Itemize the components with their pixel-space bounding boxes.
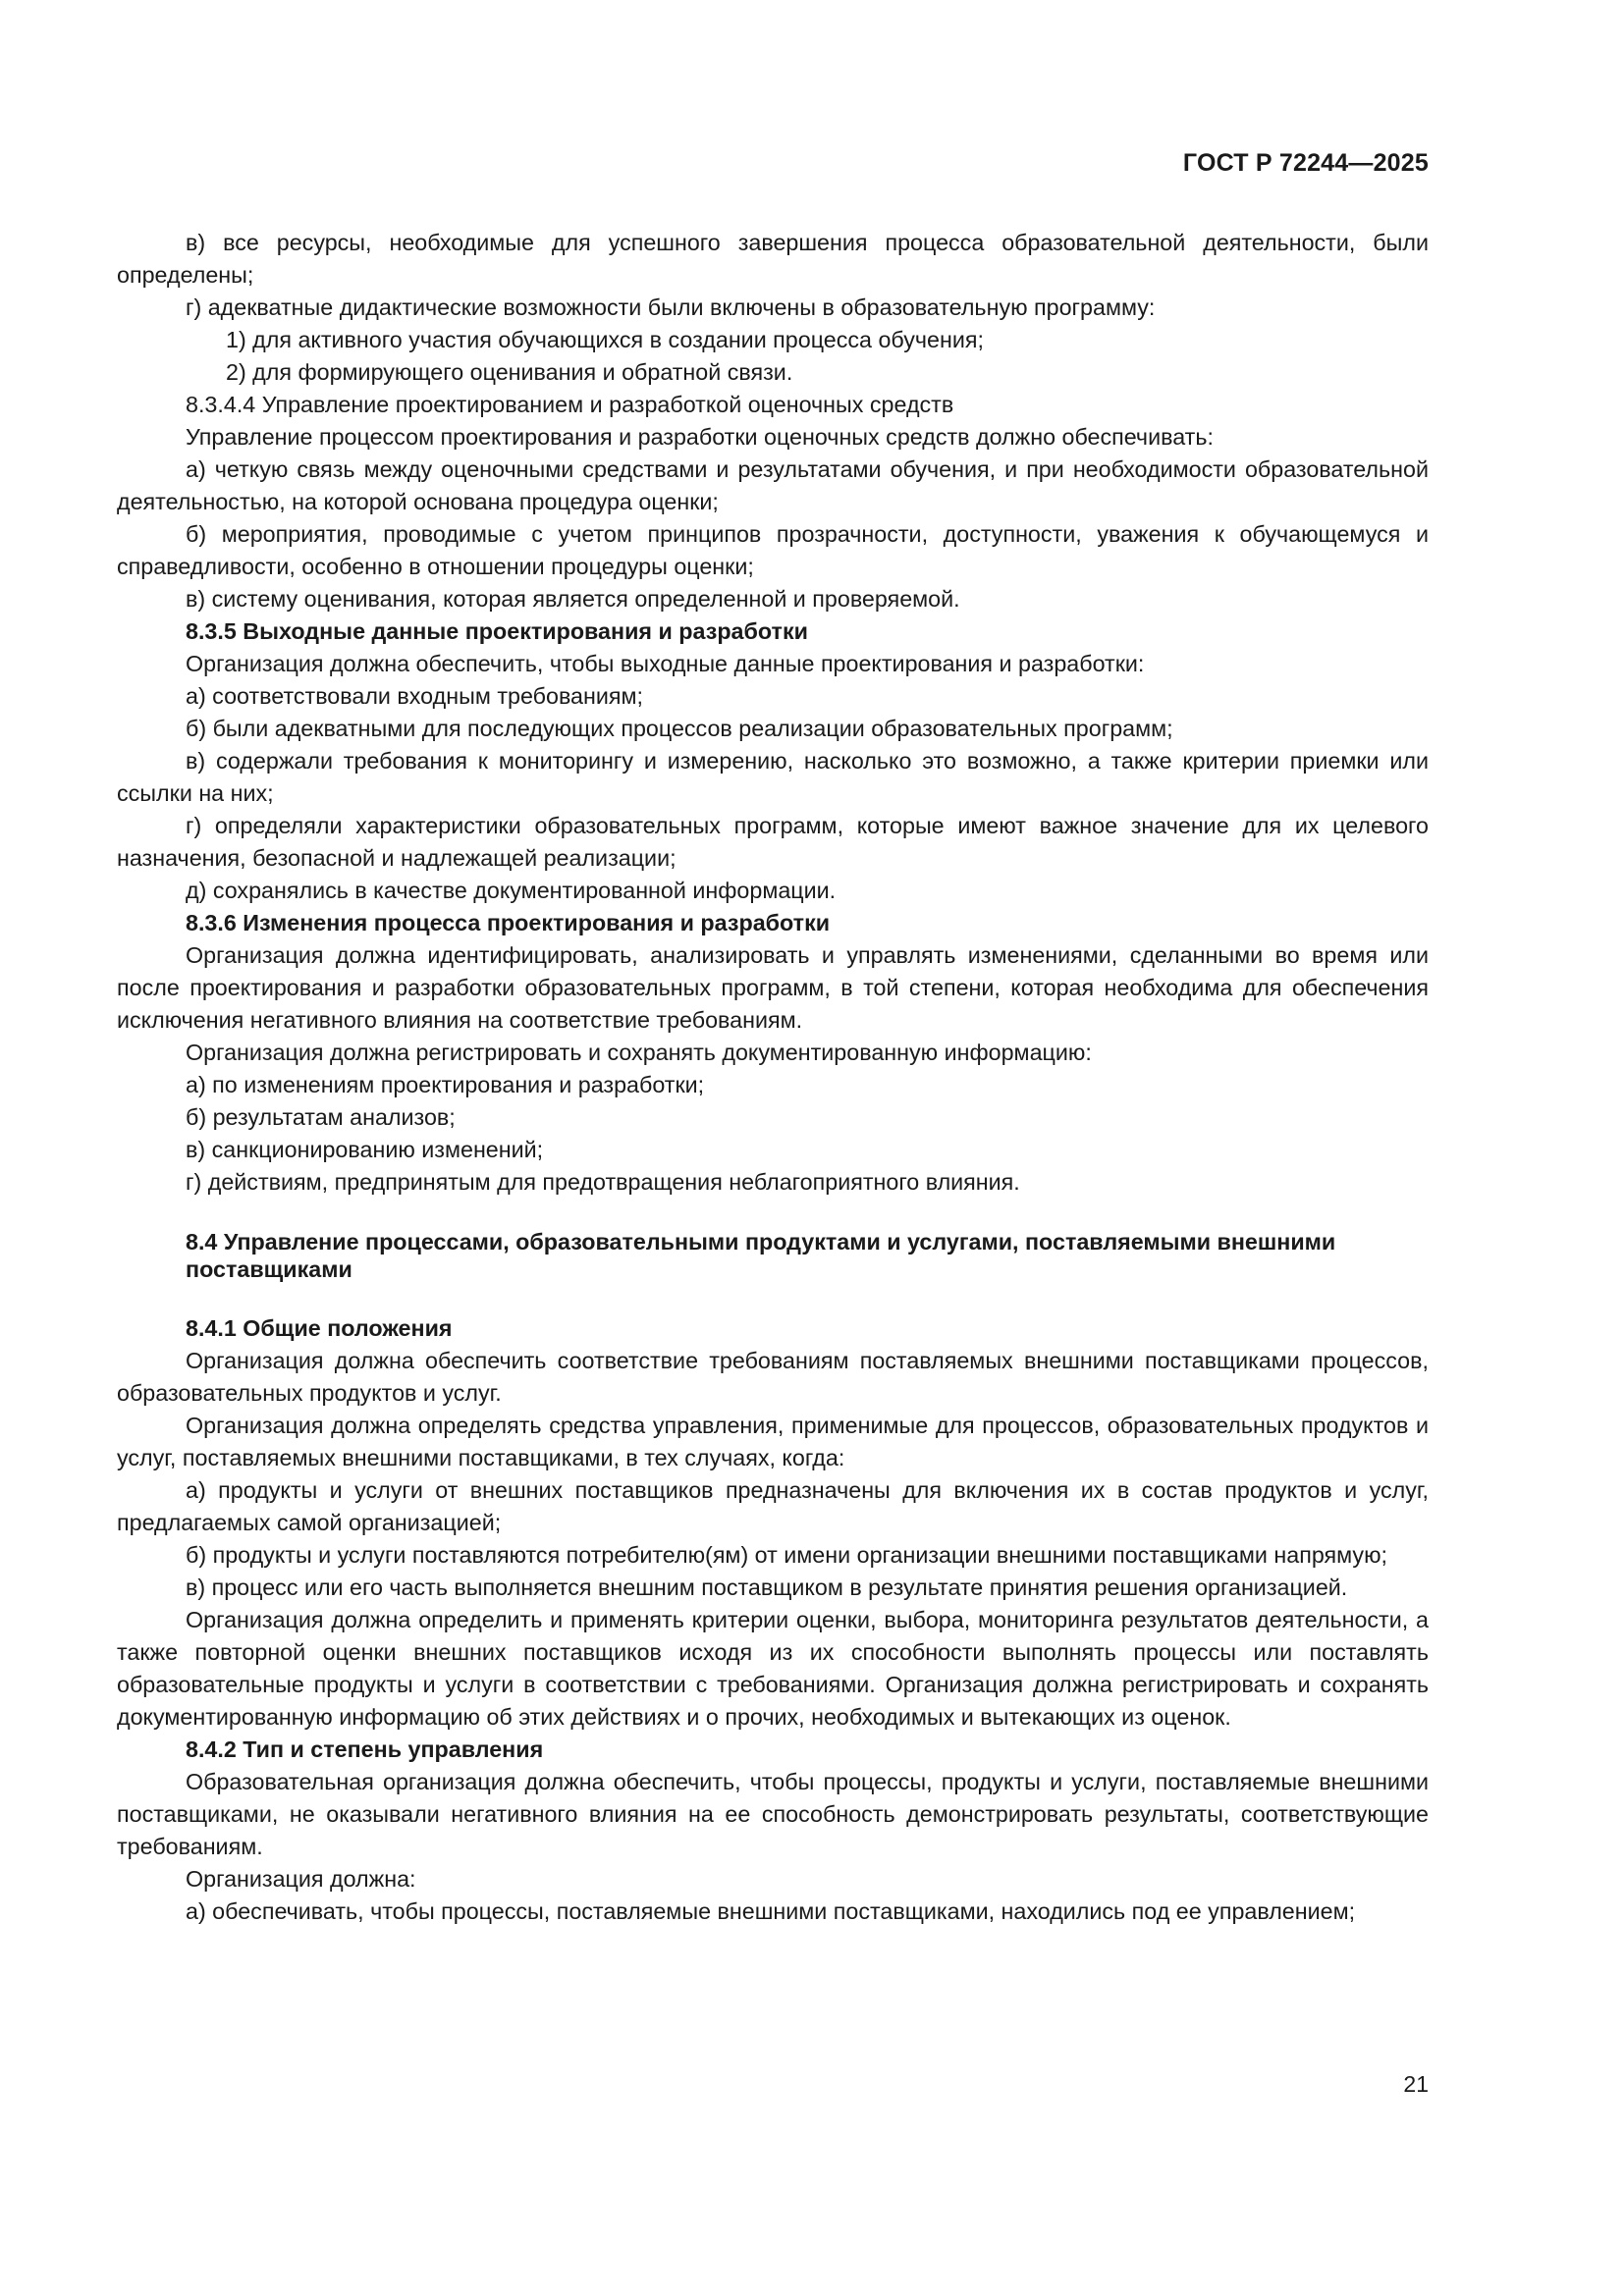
paragraph: Организация должна идентифицировать, анализировать и управлять изменениями, сделанными во время или после проектирования и разработки образовательных программ, в той степени, которая необходима для обеспечения исключения негативного влияния на соответствие требованиям. <box>117 942 1429 1033</box>
list-item: г) адекватные дидактические возможности были включены в образовательную программу: <box>186 294 1156 320</box>
list-item: б) мероприятия, проводимые с учетом принципов прозрачности, доступности, уважения к обучающемуся и справедливости, особенно в отношении процедуры оценки; <box>117 521 1429 579</box>
paragraph: Организация должна: <box>186 1866 416 1892</box>
paragraph: Управление процессом проектирования и разработки оценочных средств должно обеспечивать: <box>186 424 1214 450</box>
paragraph: Организация должна регистрировать и сохранять документированную информацию: <box>186 1040 1092 1065</box>
list-item: г) действиям, предпринятым для предотвращения неблагоприятного влияния. <box>186 1169 1020 1195</box>
list-item: б) результатам анализов; <box>186 1104 456 1130</box>
sub-list-item: 1) для активного участия обучающихся в создании процесса обучения; <box>226 327 984 352</box>
subclause-title: 8.3.4.4 Управление проектированием и разработкой оценочных средств <box>186 392 954 417</box>
section-heading: 8.3.5 Выходные данные проектирования и разработки <box>186 618 808 644</box>
list-item: г) определяли характеристики образовательных программ, которые имеют важное значение для их целевого назначения, безопасной и надлежащей реализации; <box>117 813 1429 871</box>
paragraph: Организация должна обеспечить, чтобы выходные данные проектирования и разработки: <box>186 651 1145 676</box>
page-number: 21 <box>1403 2071 1429 2097</box>
document-id-header: ГОСТ Р 72244—2025 <box>1182 149 1429 177</box>
list-item: б) были адекватными для последующих процессов реализации образовательных программ; <box>186 716 1173 741</box>
paragraph: Организация должна обеспечить соответствие требованиям поставляемых внешними поставщиками процессов, образовательных продуктов и услуг. <box>117 1348 1429 1406</box>
list-item: в) систему оценивания, которая является определенной и проверяемой. <box>186 586 960 612</box>
list-item: в) содержали требования к мониторингу и измерению, насколько это возможно, а также критерии приемки или ссылки на них; <box>117 748 1429 806</box>
list-item: а) продукты и услуги от внешних поставщиков предназначены для включения их в состав продуктов и услуг, предлагаемых самой организацией; <box>117 1477 1429 1535</box>
paragraph: Образовательная организация должна обеспечить, чтобы процессы, продукты и услуги, поставляемые внешними поставщиками, не оказывали негативного влияния на ее способность демонстрировать результаты, соответствующие требованиям. <box>117 1769 1429 1859</box>
section-heading: 8.4.2 Тип и степень управления <box>186 1736 544 1762</box>
sub-list-item: 2) для формирующего оценивания и обратной связи. <box>226 359 793 385</box>
list-item: в) процесс или его часть выполняется внешним поставщиком в результате принятия решения организацией. <box>186 1575 1348 1600</box>
list-item: д) сохранялись в качестве документированной информации. <box>186 878 837 903</box>
list-item: в) все ресурсы, необходимые для успешного завершения процесса образовательной деятельности, были определены; <box>117 230 1429 288</box>
list-item: б) продукты и услуги поставляются потребителю(ям) от имени организации внешними поставщиками напрямую; <box>186 1542 1388 1568</box>
section-heading: 8.3.6 Изменения процесса проектирования и разработки <box>186 910 831 935</box>
list-item: а) обеспечивать, чтобы процессы, поставляемые внешними поставщиками, находились под ее управлением; <box>186 1898 1356 1924</box>
list-item: а) четкую связь между оценочными средствами и результатами обучения, и при необходимости образовательной деятельностью, на которой основана процедура оценки; <box>117 456 1429 514</box>
paragraph: Организация должна определять средства управления, применимые для процессов, образовательных продуктов и услуг, поставляемых внешними поставщиками, в тех случаях, когда: <box>117 1413 1429 1470</box>
document-body <box>117 227 1429 1928</box>
section-heading: 8.4.1 Общие положения <box>186 1315 453 1341</box>
list-item: в) санкционированию изменений; <box>186 1137 544 1162</box>
paragraph: Организация должна определить и применять критерии оценки, выбора, мониторинга результатов деятельности, а также повторной оценки внешних поставщиков исходя из их способности выполнять процессы или поставлять образовательные продукты и услуги в соответствии с требованиями. Организация должна регистрировать и сохранять документированную информацию об этих действиях и о прочих, необходимых и вытекающих из оценок. <box>117 1607 1429 1730</box>
list-item: а) соответствовали входным требованиям; <box>186 683 643 709</box>
clause-heading: 8.4 Управление процессами, образовательными продуктами и услугами, поставляемыми внешними поставщиками <box>186 1229 1336 1282</box>
list-item: а) по изменениям проектирования и разработки; <box>186 1072 705 1097</box>
